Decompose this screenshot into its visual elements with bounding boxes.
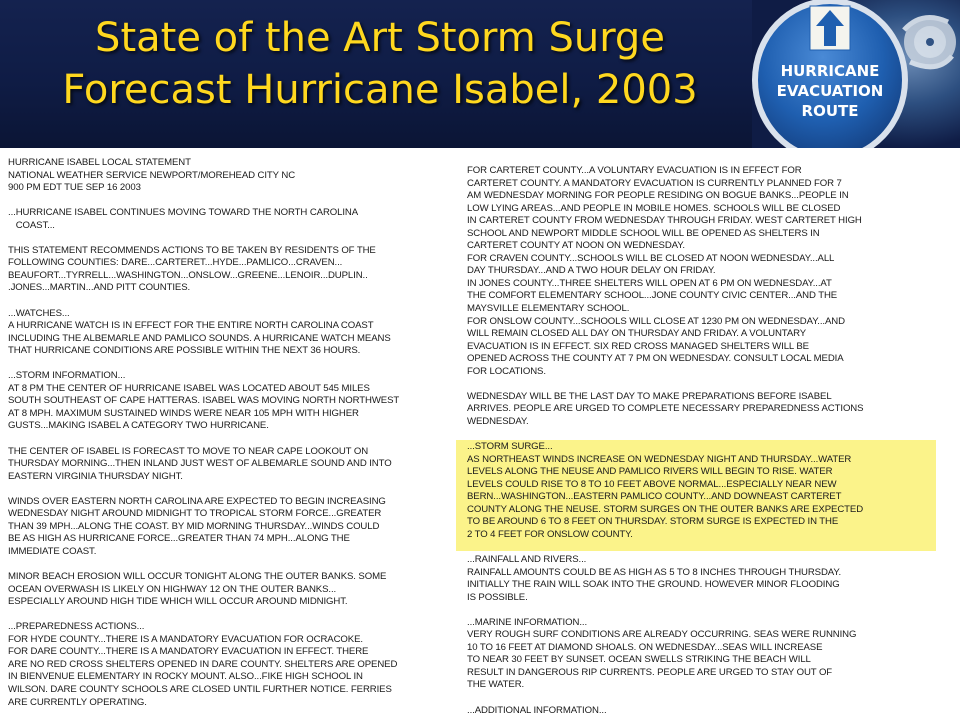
statement-line: IS POSSIBLE. [467,591,528,603]
statement-line: INITIALLY THE RAIN WILL SOAK INTO THE GROUND. HOWEVER MINOR FLOODING [467,579,840,591]
statement-line: CARTERET COUNTY. A MANDATORY EVACUATION IS CURRENTLY PLANNED FOR 7 [467,177,842,189]
right-column-text [467,165,937,717]
sign-text-line-3: ROUTE [801,102,859,120]
statement-line: IN CARTERET COUNTY FROM WEDNESDAY THROUGH FRIDAY. WEST CARTERET HIGH [467,215,862,227]
statement-line: WILL REMAIN CLOSED ALL DAY ON THURSDAY AND FRIDAY. A VOLUNTARY [467,328,807,340]
statement-line: IN BIENVENUE ELEMENTARY IN ROCKY MOUNT. ALSO...FIKE HIGH SCHOOL IN [8,671,363,683]
statement-line: AS NORTHEAST WINDS INCREASE ON WEDNESDAY NIGHT AND THURSDAY...WATER [467,453,852,465]
statement-line [8,195,452,208]
statement-line: FOR HYDE COUNTY...THERE IS A MANDATORY EVACUATION FOR OCRACOKE. [8,633,363,645]
statement-line: MINOR BEACH EROSION WILL OCCUR TONIGHT ALONG THE OUTER BANKS. SOME [8,571,387,583]
statement-line: THE WATER. [467,679,525,691]
statement-line: COUNTY ALONG THE NEUSE. STORM SURGES ON THE OUTER BANKS ARE EXPECTED [467,503,864,515]
statement-line: LEVELS ALONG THE NEUSE AND PAMLICO RIVERS WILL BEGIN TO RISE. WATER [467,466,833,478]
statement-line: THE CENTER OF ISABEL IS FORECAST TO MOVE TO NEAR CAPE LOOKOUT ON [8,445,369,457]
statement-line: 900 PM EDT TUE SEP 16 2003 [8,182,141,194]
statement-line: WILSON. DARE COUNTY SCHOOLS ARE CLOSED UNTIL FURTHER NOTICE. FERRIES [8,683,392,695]
statement-line: WINDS OVER EASTERN NORTH CAROLINA ARE EXPECTED TO BEGIN INCREASING [8,495,386,507]
statement-line: MAYSVILLE ELEMENTARY SCHOOL. [467,303,630,315]
statement-line: WEDNESDAY NIGHT AROUND MIDNIGHT TO TROPICAL STORM FORCE...GREATER [8,508,382,520]
statement-line: ...STORM SURGE... [467,441,553,453]
statement-line: ...WATCHES... [8,307,70,319]
statement-line: FOLLOWING COUNTIES: DARE...CARTERET...HYDE...PAMLICO...CRAVEN... [8,257,343,269]
title-line-1: State of the Art Storm Surge [95,15,665,61]
statement-line: VERY ROUGH SURF CONDITIONS ARE ALREADY OCCURRING. SEAS WERE RUNNING [467,629,857,641]
statement-line: SCHOOL AND NEWPORT MIDDLE SCHOOL WILL BE OPENED AS SHELTERS IN [467,227,820,239]
statement-line: ...STORM INFORMATION... [8,370,126,382]
statement-line: THAN 39 MPH...ALONG THE COAST. BY MID MORNING THURSDAY...WINDS COULD [8,520,380,532]
statement-line [8,609,452,622]
statement-line: LEVELS COULD RISE TO 8 TO 10 FEET ABOVE NORMAL...ESPECIALLY NEAR NEW [467,478,837,490]
statement-line: NATIONAL WEATHER SERVICE NEWPORT/MOREHEAD CITY NC [8,169,296,181]
statement-line: HURRICANE ISABEL LOCAL STATEMENT [8,157,191,168]
statement-line: AT 8 PM THE CENTER OF HURRICANE ISABEL WAS LOCATED ABOUT 545 MILES [8,382,370,394]
statement-line [467,604,937,617]
left-column-text [8,157,452,709]
statement-line: ...HURRICANE ISABEL CONTINUES MOVING TOWARD THE NORTH CAROLINA [8,207,359,219]
statement-line: OCEAN OVERWASH IS LIKELY ON HIGHWAY 12 ON THE OUTER BANKS... [8,583,337,595]
statement-line: OPENED ACROSS THE COUNTY AT 7 PM ON WEDNESDAY. CONSULT LOCAL MEDIA [467,353,844,365]
statement-line: RAINFALL AMOUNTS COULD BE AS HIGH AS 5 TO 8 INCHES THROUGH THURSDAY. [467,566,842,578]
statement-line [8,559,452,572]
statement-body [0,148,960,720]
evacuation-arrow-icon [810,6,850,50]
statement-line: AT 8 MPH. MAXIMUM SUSTAINED WINDS WERE NEAR 105 MPH WITH HIGHER [8,407,359,419]
statement-line: FOR CRAVEN COUNTY...SCHOOLS WILL BE CLOSED AT NOON WEDNESDAY...ALL [467,252,835,264]
statement-line: SOUTH SOUTHEAST OF CAPE HATTERAS. ISABEL WAS MOVING NORTH NORTHWEST [8,395,400,407]
statement-line [8,232,452,245]
statement-line: THURSDAY MORNING...THEN INLAND JUST WEST OF ALBEMARLE SOUND AND INTO [8,458,392,470]
statement-line: ...PREPAREDNESS ACTIONS... [8,621,145,633]
statement-line: THE COMFORT ELEMENTARY SCHOOL...JONE COUNTY CIVIC CENTER...AND THE [467,290,838,302]
slide-header [0,0,960,148]
statement-line: .JONES...MARTIN...AND PITT COUNTIES. [8,282,191,294]
hurricane-evacuation-route-sign [752,0,960,148]
statement-line: IN JONES COUNTY...THREE SHELTERS WILL OPEN AT 6 PM ON WEDNESDAY...AT [467,277,832,289]
statement-line: ARRIVES. PEOPLE ARE URGED TO COMPLETE NECESSARY PREPAREDNESS ACTIONS [467,403,864,415]
evacuation-sign-graphic [752,0,960,148]
statement-line: A HURRICANE WATCH IS IN EFFECT FOR THE ENTIRE NORTH CAROLINA COAST [8,320,374,332]
statement-line: EVACUATION IS IN EFFECT. SIX RED CROSS MANAGED SHELTERS WILL BE [467,340,809,352]
slide-title [0,12,760,116]
sign-text-line-1: HURRICANE [780,62,880,80]
statement-line: RESULT IN DANGEROUS RIP CURRENTS. PEOPLE ARE URGED TO STAY OUT OF [467,666,833,678]
statement-line: ...MARINE INFORMATION... [467,616,588,628]
statement-line: WEDNESDAY. [467,415,529,427]
statement-line: 10 TO 16 FEET AT DIAMOND SHOALS. ON WEDNESDAY...SEAS WILL INCREASE [467,641,823,653]
statement-line: 2 TO 4 FEET FOR ONSLOW COUNTY. [467,528,633,540]
statement-line: FOR CARTERET COUNTY...A VOLUNTARY EVACUATION IS IN EFFECT FOR [467,165,802,176]
statement-line: AM WEDNESDAY MORNING FOR PEOPLE RESIDING ON BOGUE BANKS...PEOPLE IN [467,190,849,202]
statement-line [8,295,452,308]
sign-text-line-2: EVACUATION [776,82,884,100]
statement-line: INCLUDING THE ALBEMARLE AND PAMLICO SOUNDS. A HURRICANE WATCH MEANS [8,332,391,344]
statement-line [467,428,937,441]
statement-line: CARTERET COUNTY AT NOON ON WEDNESDAY. [467,240,685,252]
statement-line: BERN...WASHINGTON...EASTERN PAMLICO COUNTY...AND DOWNEAST CARTERET [467,491,842,503]
statement-line: ARE CURRENTLY OPERATING. [8,696,147,708]
statement-line: BE AS HIGH AS HURRICANE FORCE...GREATER THAN 74 MPH...ALONG THE [8,533,350,545]
statement-line: DAY THURSDAY...AND A TWO HOUR DELAY ON FRIDAY. [467,265,716,277]
statement-line: ...RAINFALL AND RIVERS... [467,553,587,565]
statement-line: COAST... [8,219,55,231]
statement-line: FOR DARE COUNTY...THERE IS A MANDATORY EVACUATION IN EFFECT. THERE [8,646,369,658]
title-line-2: Forecast Hurricane Isabel, 2003 [62,67,698,113]
statement-line [8,433,452,446]
statement-line: BEAUFORT...TYRRELL...WASHINGTON...ONSLOW...GREENE...LENOIR...DUPLIN.. [8,269,368,281]
statement-line: ESPECIALLY AROUND HIGH TIDE WHICH WILL OCCUR AROUND MIDNIGHT. [8,596,348,608]
statement-line [467,541,937,554]
statement-line: EASTERN VIRGINIA THURSDAY NIGHT. [8,470,183,482]
statement-line: IMMEDIATE COAST. [8,545,97,557]
statement-line: TO NEAR 30 FEET BY SUNSET. OCEAN SWELLS STRIKING THE BEACH WILL [467,654,811,666]
statement-line: THAT HURRICANE CONDITIONS ARE POSSIBLE WITHIN THE NEXT 36 HOURS. [8,345,361,357]
statement-line: FOR LOCATIONS. [467,365,546,377]
statement-line: WEDNESDAY WILL BE THE LAST DAY TO MAKE PREPARATIONS BEFORE ISABEL [467,390,832,402]
statement-line [467,378,937,391]
statement-line: ARE NO RED CROSS SHELTERS OPENED IN DARE COUNTY. SHELTERS ARE OPENED [8,658,398,670]
statement-line: FOR ONSLOW COUNTY...SCHOOLS WILL CLOSE AT 1230 PM ON WEDNESDAY...AND [467,315,845,327]
statement-line [8,358,452,371]
statement-line: TO BE AROUND 6 TO 8 FEET ON THURSDAY. STORM SURGE IS EXPECTED IN THE [467,516,839,528]
statement-line: LOW LYING AREAS...AND PEOPLE IN MOBILE HOMES. SCHOOLS WILL BE CLOSED [467,202,841,214]
statement-line: ...ADDITIONAL INFORMATION... [467,704,607,716]
statement-line [467,692,937,705]
hurricane-eye-icon [904,16,956,68]
statement-line: THIS STATEMENT RECOMMENDS ACTIONS TO BE TAKEN BY RESIDENTS OF THE [8,244,376,256]
statement-line: GUSTS...MAKING ISABEL A CATEGORY TWO HURRICANE. [8,420,269,432]
statement-line [8,483,452,496]
